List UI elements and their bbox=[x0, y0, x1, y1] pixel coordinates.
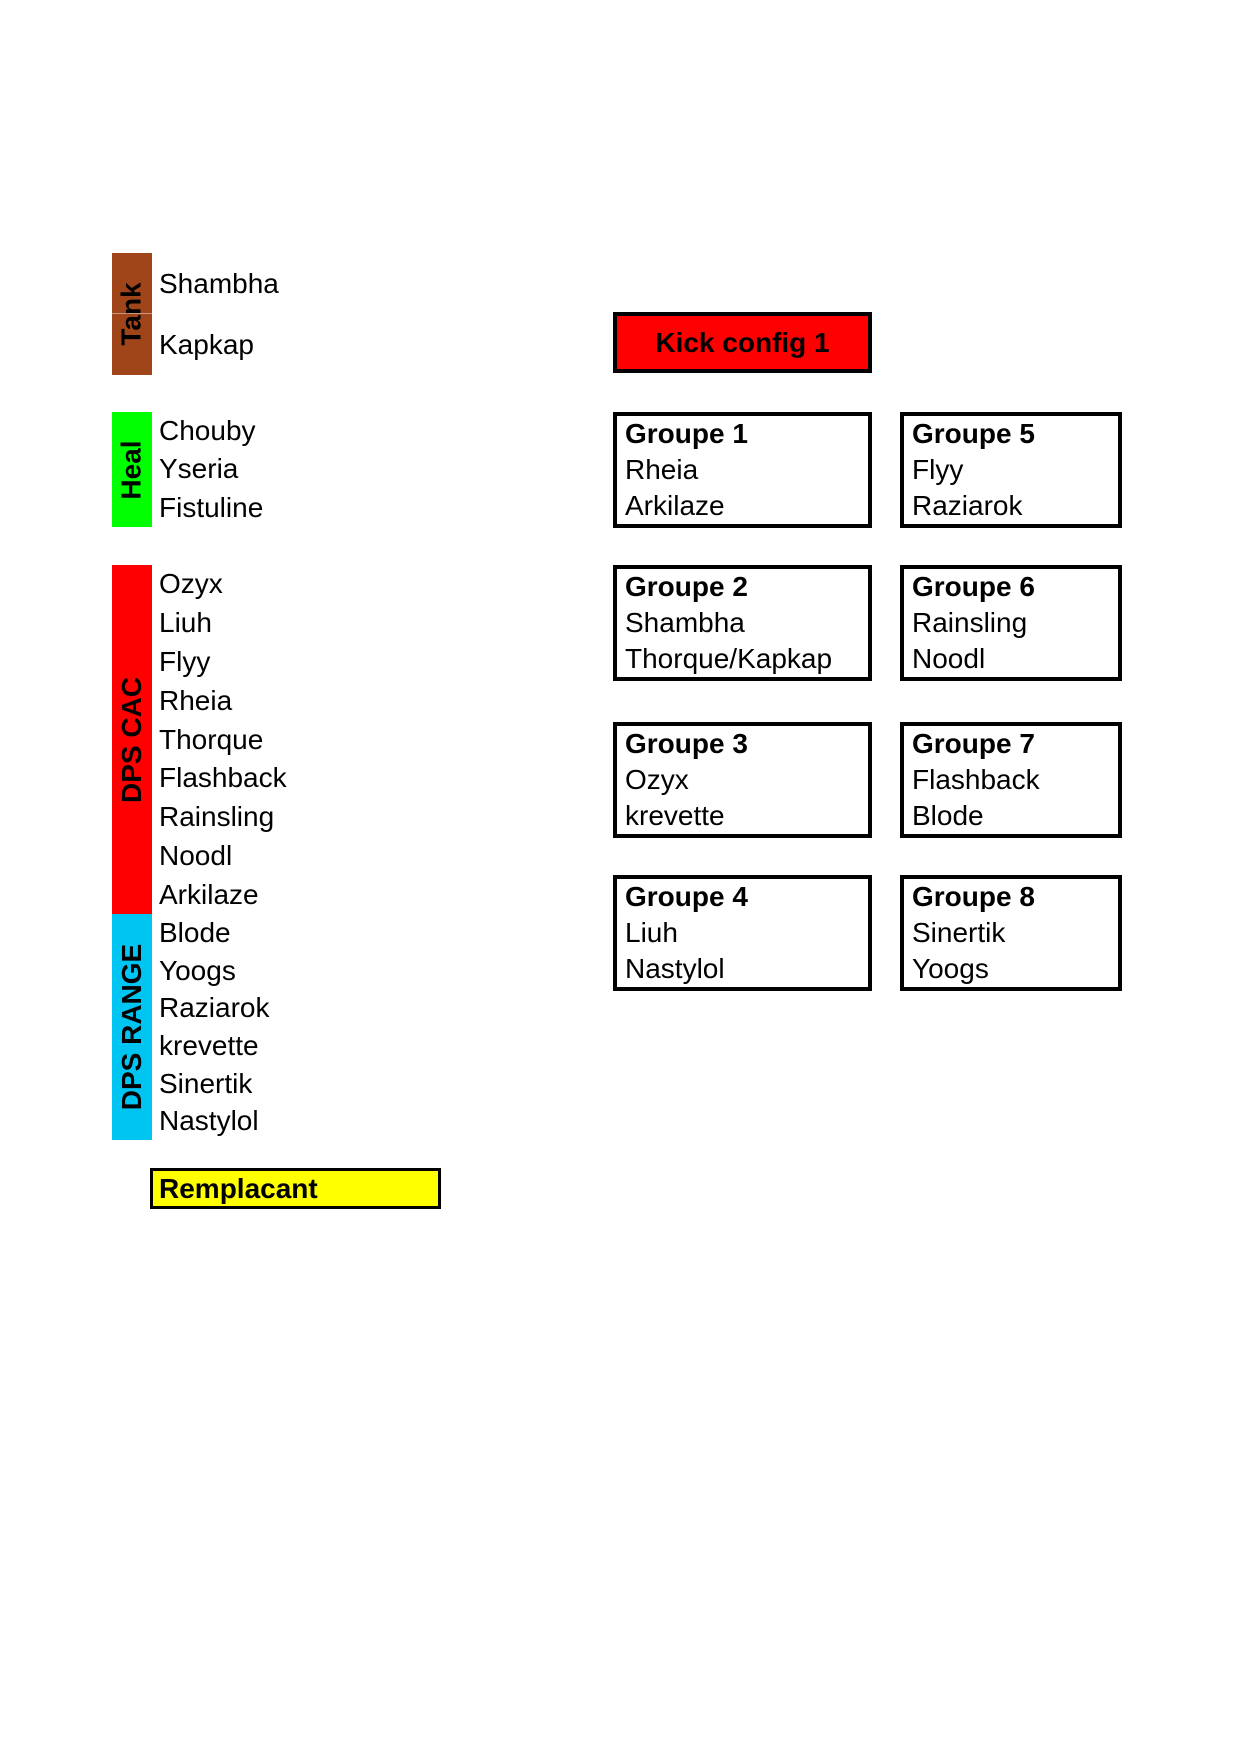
dps-cac-category-bar bbox=[112, 565, 152, 914]
group-member: Rheia bbox=[625, 454, 699, 485]
tank-category-bar bbox=[112, 253, 152, 375]
group-box-1 bbox=[613, 412, 872, 528]
player-name-dps-range: Sinertik bbox=[159, 1067, 253, 1099]
remplacant-box bbox=[150, 1168, 441, 1209]
player-name-dps-cac: Liuh bbox=[159, 607, 212, 639]
player-name-tank: Kapkap bbox=[159, 328, 254, 360]
group-title: Groupe 3 bbox=[625, 728, 748, 759]
player-name-heal: Yseria bbox=[159, 453, 239, 485]
dps-range-name-list bbox=[159, 914, 269, 1140]
tank-name-list bbox=[159, 253, 279, 375]
group-title: Groupe 5 bbox=[912, 418, 1035, 449]
group-member: Sinertik bbox=[912, 917, 1006, 948]
group-member: Yoogs bbox=[912, 953, 989, 984]
group-member: Nastylol bbox=[625, 953, 725, 984]
group-box-2 bbox=[613, 565, 872, 681]
dps-range-category-label: DPS RANGE bbox=[116, 943, 147, 1111]
group-title: Groupe 1 bbox=[625, 418, 748, 449]
player-name-dps-range: krevette bbox=[159, 1029, 259, 1061]
kick-config-title: Kick config 1 bbox=[655, 326, 830, 358]
group-title: Groupe 4 bbox=[625, 881, 748, 912]
player-name-dps-range: Blode bbox=[159, 916, 231, 948]
group-title: Groupe 7 bbox=[912, 728, 1035, 759]
group-box-7 bbox=[900, 722, 1122, 838]
player-name-heal: Chouby bbox=[159, 415, 256, 447]
group-member: Shambha bbox=[625, 607, 745, 638]
heal-name-list bbox=[159, 412, 263, 527]
player-name-dps-cac: Rheia bbox=[159, 684, 233, 716]
group-member: Flashback bbox=[912, 764, 1040, 795]
kick-config-header bbox=[613, 312, 872, 373]
player-name-dps-range: Yoogs bbox=[159, 954, 236, 986]
player-name-tank: Shambha bbox=[159, 267, 279, 299]
player-name-dps-cac: Flyy bbox=[159, 645, 211, 677]
group-member: Raziarok bbox=[912, 490, 1023, 521]
player-name-dps-cac: Flashback bbox=[159, 762, 287, 794]
dps-range-category-bar bbox=[112, 914, 152, 1140]
player-name-dps-cac: Ozyx bbox=[159, 568, 223, 600]
group-member: Blode bbox=[912, 800, 984, 831]
dps-cac-category-label: DPS CAC bbox=[116, 676, 148, 803]
group-box-8 bbox=[900, 875, 1122, 991]
player-name-dps-cac: Arkilaze bbox=[159, 878, 259, 910]
heal-category-label: Heal bbox=[116, 439, 147, 500]
group-title: Groupe 8 bbox=[912, 881, 1035, 912]
group-title: Groupe 2 bbox=[625, 571, 748, 602]
player-name-dps-cac: Thorque bbox=[159, 723, 264, 755]
group-box-5 bbox=[900, 412, 1122, 528]
group-member: Liuh bbox=[625, 917, 678, 948]
group-box-6 bbox=[900, 565, 1122, 681]
dps-cac-name-list bbox=[159, 565, 287, 914]
group-member: Ozyx bbox=[625, 764, 689, 795]
player-name-dps-range: Nastylol bbox=[159, 1105, 259, 1137]
tank-category-label: Tank bbox=[116, 282, 147, 346]
group-member: Flyy bbox=[912, 454, 964, 485]
group-member: Thorque/Kapkap bbox=[625, 643, 833, 674]
player-name-dps-cac: Noodl bbox=[159, 839, 233, 871]
group-member: Arkilaze bbox=[625, 490, 725, 521]
heal-category-bar bbox=[112, 412, 152, 527]
group-member: Noodl bbox=[912, 643, 986, 674]
group-box-4 bbox=[613, 875, 872, 991]
player-name-dps-cac: Rainsling bbox=[159, 801, 275, 833]
group-member: krevette bbox=[625, 800, 725, 831]
group-title: Groupe 6 bbox=[912, 571, 1035, 602]
player-name-dps-range: Raziarok bbox=[159, 992, 270, 1024]
player-name-heal: Fistuline bbox=[159, 491, 264, 523]
group-member: Rainsling bbox=[912, 607, 1028, 638]
remplacant-label: Remplacant bbox=[159, 1172, 318, 1204]
group-box-3 bbox=[613, 722, 872, 838]
